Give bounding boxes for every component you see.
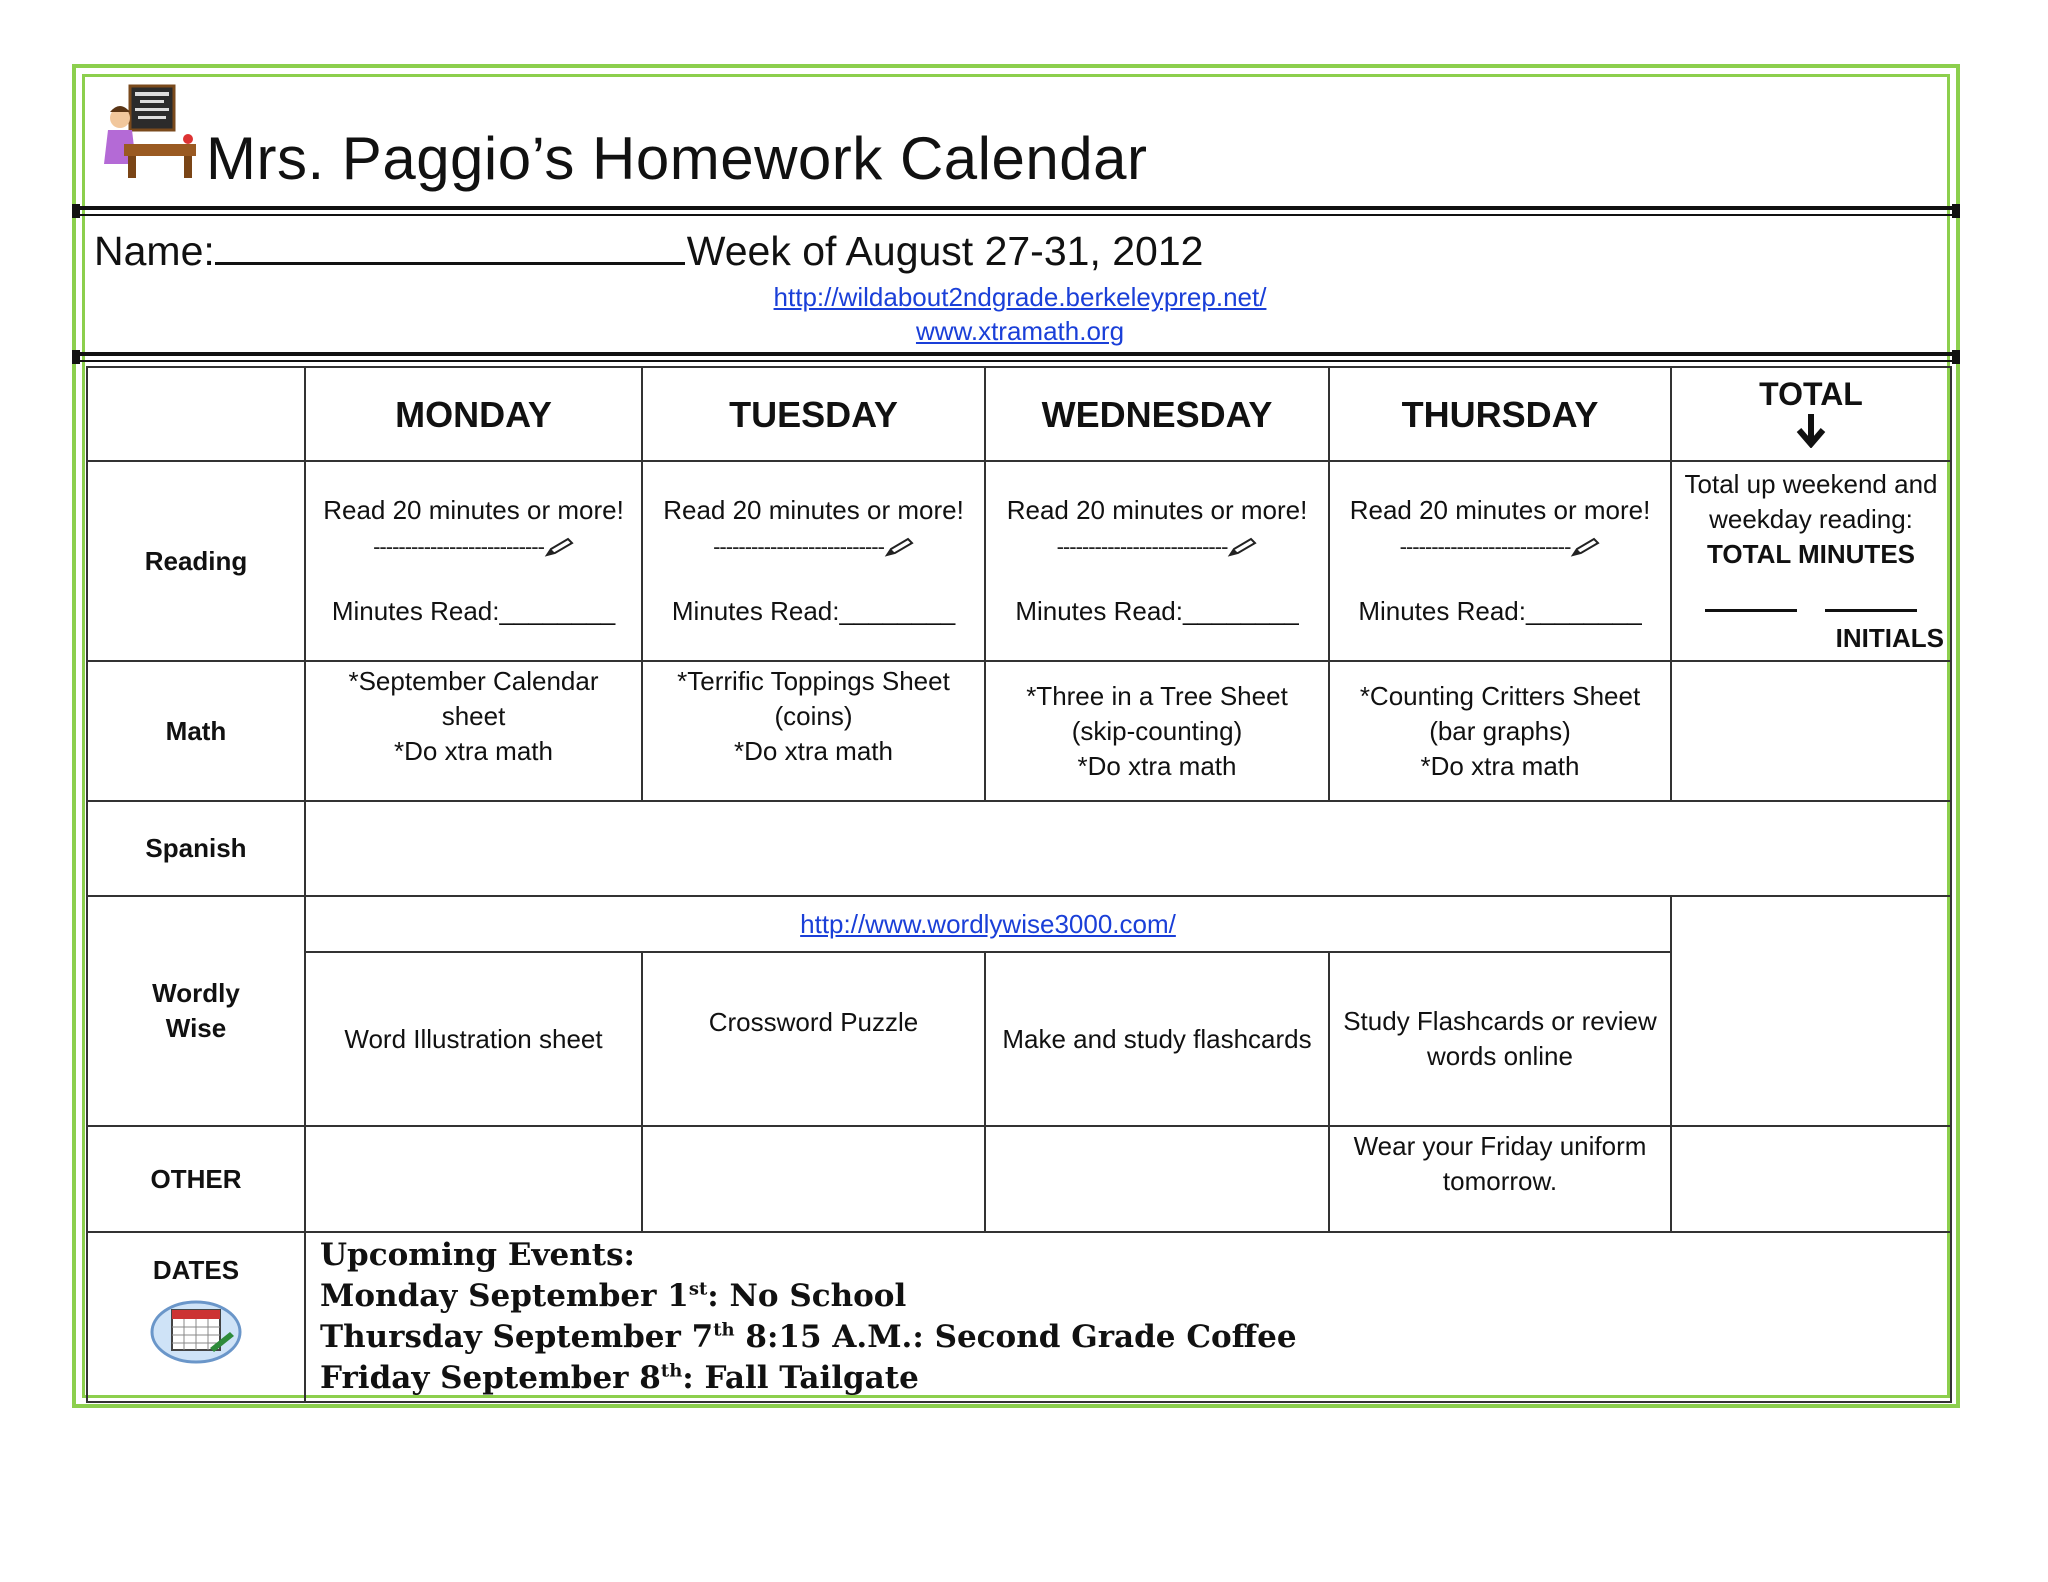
calendar-icon [148,1296,244,1366]
event-text: 8:15 A.M.: Second Grade Coffee [734,1319,1297,1355]
wordly-wise-wednesday: Make and study flashcards [985,952,1329,1126]
wordly-wise-thursday: Study Flashcards or review words online [1329,952,1671,1126]
divider-cap [72,350,80,364]
math-line: *Counting Critters Sheet [1359,680,1641,711]
divider [72,206,1960,210]
wordly-wise-label: Wise [165,1013,227,1043]
column-header-thursday: THURSDAY [1329,367,1671,461]
dash-line: --------------------------- [1399,534,1571,559]
math-line: *Do xtra math [394,736,553,766]
total-instruction: Total up weekend and weekday reading: [1684,468,1938,534]
minutes-read-field[interactable]: Minutes Read:________ [1358,596,1642,626]
reading-total-cell [1671,461,1951,661]
event-suffix: th [660,1360,683,1382]
teacher-at-welcome-board-icon [100,84,200,184]
math-line: *Do xtra math [734,736,893,766]
reading-instruction: Read 20 minutes or more! [1349,495,1651,525]
week-label: Week of August 27-31, 2012 [686,228,1204,274]
dash-line: --------------------------- [1056,534,1228,559]
row-label-spanish: Spanish [87,801,305,896]
name-week-line [94,226,1203,275]
row-label-reading: Reading [87,461,305,661]
pencil-icon [1227,536,1257,558]
row-label-math: Math [87,661,305,801]
reading-instruction: Read 20 minutes or more! [663,495,964,525]
divider-cap [1952,204,1960,218]
reading-cell-monday [305,461,642,661]
minutes-read-field[interactable]: Minutes Read:________ [671,596,956,626]
total-minutes-blank[interactable] [1705,609,1797,612]
divider-cap [1952,350,1960,364]
upcoming-events-heading: Upcoming Events: [320,1237,635,1273]
reading-cell-thursday [1329,461,1671,661]
wordly-wise-total-cell [1671,896,1951,1126]
math-line: *Three in a Tree Sheet [1026,680,1288,711]
math-cell-wednesday [985,661,1329,801]
math-line: *Do xtra math [1077,750,1237,781]
initials-blank[interactable] [1825,609,1917,612]
math-line: (coins) [774,701,853,731]
math-cell-tuesday [642,661,985,801]
name-label: Name: [94,228,215,274]
class-website-link[interactable]: http://wildabout2ndgrade.berkeleyprep.net/ [773,282,1267,312]
dash-line: --------------------------- [373,534,544,559]
pencil-icon [884,536,914,558]
row-label-wordly-wise [87,896,305,1126]
minutes-read-field[interactable]: Minutes Read:________ [331,596,616,626]
reading-instruction: Read 20 minutes or more! [1006,495,1308,525]
math-cell-monday [305,661,642,801]
page-title: Mrs. Paggio’s Homework Calendar [206,125,1148,192]
dash-line: --------------------------- [713,534,884,559]
reading-instruction: Read 20 minutes or more! [323,495,624,525]
title-row [96,80,1948,204]
event-text: : No School [707,1278,907,1314]
corner-cell [87,367,305,461]
upcoming-events-cell [305,1232,1951,1402]
math-cell-thursday [1329,661,1671,801]
other-cell-thursday: Wear your Friday uniform tomorrow. [1329,1126,1671,1232]
event-text: Monday September 1 [320,1278,689,1314]
spanish-cell [305,801,1951,896]
math-line: sheet [441,701,506,731]
math-total-cell [1671,661,1951,801]
wordly-wise-link[interactable]: http://www.wordlywise3000.com/ [800,908,1176,939]
wordly-wise-link-cell [305,896,1671,952]
event-item [320,1276,1936,1317]
xtramath-link[interactable]: www.xtramath.org [915,316,1125,346]
dates-label: DATES [152,1255,240,1285]
math-line: *September Calendar [348,666,599,696]
column-header-total [1671,367,1951,461]
total-minutes-label: TOTAL MINUTES [1707,538,1915,569]
divider-cap [72,204,80,218]
event-item [320,1317,1936,1358]
name-blank[interactable] [215,226,685,265]
homework-grid [86,366,1952,1403]
event-item [320,1358,1936,1399]
event-suffix: st [688,1278,708,1300]
initials-label: INITIALS [1835,622,1944,653]
other-total-cell [1671,1126,1951,1232]
wordly-wise-monday: Word Illustration sheet [305,952,642,1126]
column-header-monday: MONDAY [305,367,642,461]
math-line: (skip-counting) [1071,715,1243,746]
column-header-tuesday: TUESDAY [642,367,985,461]
wordly-wise-tuesday: Crossword Puzzle [642,952,985,1126]
pencil-icon [544,536,574,558]
column-header-wednesday: WEDNESDAY [985,367,1329,461]
other-cell-monday [305,1126,642,1232]
math-line: *Do xtra math [1420,750,1580,781]
event-text: : Fall Tailgate [682,1360,919,1396]
reading-cell-wednesday [985,461,1329,661]
other-cell-wednesday [985,1126,1329,1232]
minutes-read-field[interactable]: Minutes Read:________ [1015,596,1299,626]
total-label: TOTAL [1759,376,1863,412]
down-arrow-icon [1795,412,1827,448]
math-line: (bar graphs) [1429,715,1571,746]
row-label-other: OTHER [87,1126,305,1232]
event-suffix: th [713,1319,735,1341]
divider [72,352,1960,356]
reading-cell-tuesday [642,461,985,661]
divider [72,214,1960,216]
divider [72,360,1960,362]
row-label-dates [87,1232,305,1402]
math-line: *Terrific Toppings Sheet [677,666,950,696]
event-text: Thursday September 7 [320,1319,714,1355]
pencil-icon [1570,536,1600,558]
wordly-wise-label: Wordly [152,978,240,1008]
event-text: Friday September 8 [320,1360,661,1396]
other-cell-tuesday [642,1126,985,1232]
